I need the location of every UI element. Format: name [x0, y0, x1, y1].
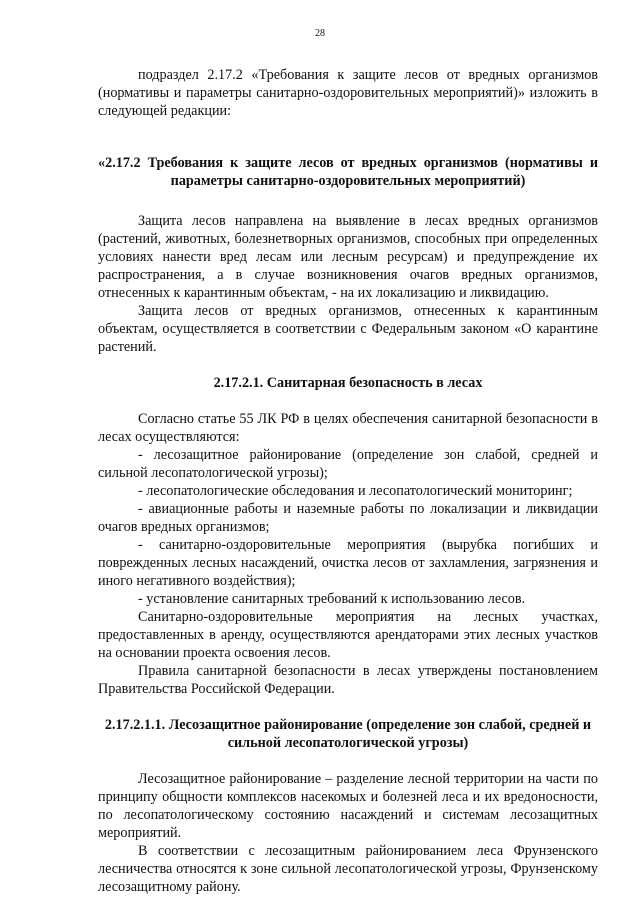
list-item: - установление санитарных требований к использованию лесов.: [138, 591, 526, 607]
paragraph: Правила санитарной безопасности в лесах утверждены постановлением Правительства Российской Федерации.: [98, 663, 598, 697]
spacer: [98, 120, 598, 154]
spacer: [98, 698, 598, 716]
paragraph: Защита лесов от вредных организмов, отнесенных к карантинным объектам, осуществляется в соответствии с Федеральным законом «О карантине растений.: [98, 303, 598, 355]
document-body: [98, 66, 598, 896]
spacer: [98, 356, 598, 374]
section-heading-zoning: 2.17.2.1.1. Лесозащитное районирование (определение зон слабой, средней и сильной лесопатологической угрозы): [104, 717, 592, 751]
paragraph: Лесозащитное районирование – разделение лесной территории на части по принципу общности комплексов насекомых и болезней леса и их вредоносности, по лесопатологическому состоянию насаждений и системам лесозащитных мероприятий.: [98, 771, 598, 841]
list-item: - лесозащитное районирование (определение зон слабой, средней и сильной лесопатологической угрозы);: [98, 447, 598, 481]
section-heading-sanitary: 2.17.2.1. Санитарная безопасность в лесах: [213, 375, 483, 391]
paragraph: Защита лесов направлена на выявление в лесах вредных организмов (растений, животных, болезнетворных организмов, способных при определенных условиях нанести вред лесам или лесным ресурсам) и предупреждение их распространения, а в случае возникновения очагов вредных организмов, отнесенных к карантинным объектам, - на их локализацию и ликвидацию.: [98, 213, 598, 301]
paragraph: Санитарно-оздоровительные мероприятия на лесных участках, предоставленных в аренду, осуществляются арендаторами этих лесных участков на основании проекта освоения лесов.: [98, 609, 598, 661]
list-item: - авиационные работы и наземные работы по локализации и ликвидации очагов вредных организмов;: [98, 501, 598, 535]
page-number: 28: [315, 28, 325, 39]
paragraph: В соответствии с лесозащитным районированием леса Фрунзенского лесничества относятся к зоне сильной лесопатологической угрозы, Фрунзенскому лесозащитному району.: [98, 843, 598, 895]
list-item: - лесопатологические обследования и лесопатологический мониторинг;: [138, 483, 573, 499]
spacer: [98, 752, 598, 770]
list-item: - санитарно-оздоровительные мероприятия (вырубка погибших и поврежденных лесных насаждений, очистка лесов от захламления, загрязнения и иного негативного воздействия);: [98, 537, 598, 589]
section-heading-main: «2.17.2 Требования к защите лесов от вредных организмов (нормативы и параметры санитарно-оздоровительных мероприятий): [98, 155, 598, 189]
intro-paragraph: подраздел 2.17.2 «Требования к защите лесов от вредных организмов (нормативы и параметры санитарно-оздоровительных мероприятий)» изложить в следующей редакции:: [98, 67, 598, 119]
spacer: [98, 392, 598, 410]
spacer: [98, 190, 598, 212]
paragraph: Согласно статье 55 ЛК РФ в целях обеспечения санитарной безопасности в лесах осуществляются:: [98, 411, 598, 445]
